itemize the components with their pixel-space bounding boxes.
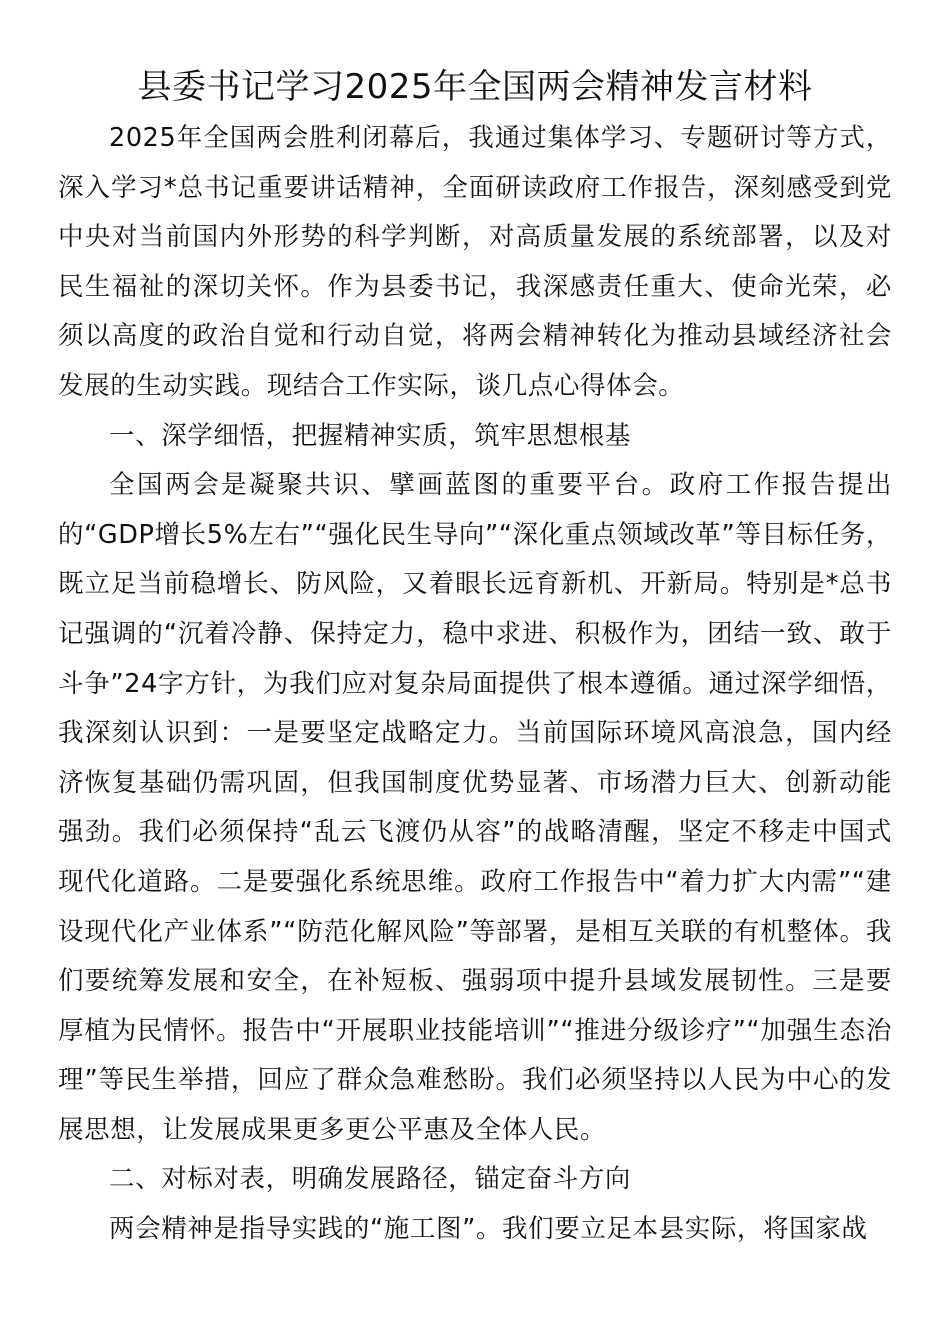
- section-2-paragraph: 两会精神是指导实践的“施工图”。我们要立足本县实际，将国家战: [109, 1214, 868, 1245]
- intro-paragraph: 2025年全国两会胜利闭幕后，我通过集体学习、专题研讨等方式，深入学习*总书记重要讲话精神，全面研读政府工作报告，深刻感受到党中央对当前国内外形势的科学判断，对高质量发展的系统部署，以及对民生福祉的深切关怀。作为县委书记，我深感责任重大、使命光荣，必须以高度的政治自觉和行动自觉，将两会精神转化为推动县域经济社会发展的生动实践。现结合工作实际，谈几点心得体会。: [58, 123, 892, 401]
- document-title: 县委书记学习2025年全国两会精神发言材料: [137, 67, 813, 107]
- document-body: [58, 114, 892, 1255]
- section-1-paragraph: 全国两会是凝聚共识、擘画蓝图的重要平台。政府工作报告提出的“GDP增长5%左右”“强化民生导向”“深化重点领域改革”等目标任务，既立足当前稳增长、防风险，又着眼长远育新机、开新局。特别是*总书记强调的“沉着冷静、保持定力，稳中求进、积极作为，团结一致、敢于斗争”24字方针，为我们应对复杂局面提供了根本遵循。通过深学细悟，我深刻认识到：一是要坚定战略定力。当前国际环境风高浪急，国内经济恢复基础仍需巩固，但我国制度优势显著、市场潜力巨大、创新动能强劲。我们必须保持“乱云飞渡仍从容”的战略清醒，坚定不移走中国式现代化道路。二是要强化系统思维。政府工作报告中“着力扩大内需”“建设现代化产业体系”“防范化解风险”等部署，是相互关联的有机整体。我们要统筹发展和安全，在补短板、强弱项中提升县域发展韧性。三是要厚植为民情怀。报告中“开展职业技能培训”“推进分级诊疗”“加强生态治理”等民生举措，回应了群众急难愁盼。我们必须坚持以人民为中心的发展思想，让发展成果更多更公平惠及全体人民。: [58, 470, 892, 1145]
- section-1-heading: 一、深学细悟，把握精神实质，筑牢思想根基: [109, 420, 632, 451]
- section-2-heading: 二、对标对表，明确发展路径，锚定奋斗方向: [109, 1164, 632, 1195]
